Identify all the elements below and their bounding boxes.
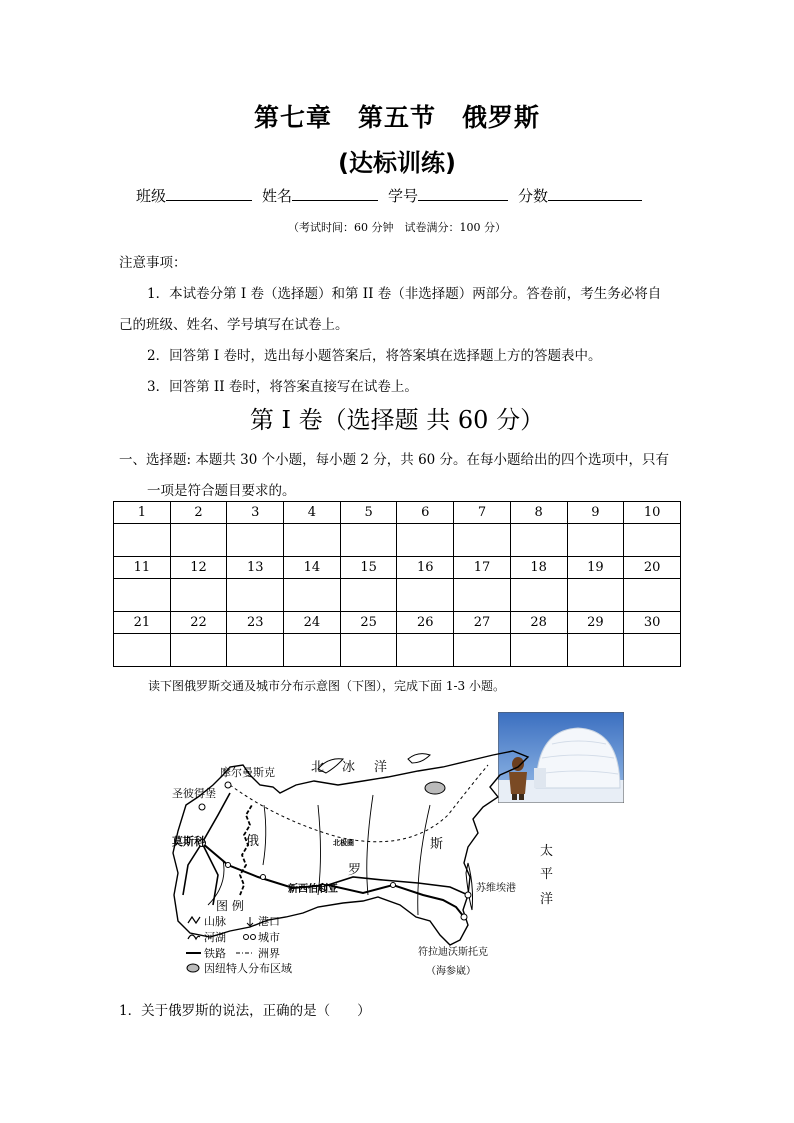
page-subtitle: (达标训练) — [338, 149, 456, 177]
answer-cell[interactable] — [227, 524, 284, 557]
name-label: 姓名 — [262, 187, 293, 205]
reading-prompt: 读下图俄罗斯交通及城市分布示意图（下图），完成下面 1-3 小题。 — [148, 679, 505, 693]
answer-cell[interactable] — [284, 579, 341, 612]
score-label: 分数 — [518, 187, 549, 205]
answer-cell[interactable] — [340, 634, 397, 667]
answer-cell[interactable] — [397, 579, 454, 612]
legend-port: 港口 — [258, 915, 280, 928]
label-pacific-2: 平 — [540, 867, 554, 882]
page-title: 第七章 第五节 俄罗斯 — [253, 103, 540, 132]
label-russia-1: 俄 — [246, 834, 260, 849]
answer-blank-row — [114, 579, 681, 612]
question-number-cell: 12 — [170, 557, 227, 579]
exam-info: （考试时间：60 分钟 试卷满分：100 分） — [288, 221, 506, 234]
answer-cell[interactable] — [114, 579, 171, 612]
student-info-line — [136, 185, 652, 206]
question-number-cell: 5 — [340, 502, 397, 524]
student-id-label: 学号 — [388, 187, 419, 205]
class-label: 班级 — [136, 187, 167, 205]
legend-city: 城市 — [258, 931, 280, 944]
label-russia-3: 斯 — [430, 837, 444, 852]
ural-mountains — [240, 805, 252, 895]
answer-cell[interactable] — [624, 524, 681, 557]
notice-line-1b: 己的班级、姓名、学号填写在试卷上。 — [119, 317, 349, 333]
answer-cell[interactable] — [510, 524, 567, 557]
label-stpetersburg: 圣彼得堡 — [172, 787, 216, 800]
answer-cell[interactable] — [170, 634, 227, 667]
answer-cell[interactable] — [170, 524, 227, 557]
question-number-cell: 29 — [567, 612, 624, 634]
label-arctic-ocean-1: 北 — [311, 760, 325, 775]
question-number-cell: 16 — [397, 557, 454, 579]
notice-line-3: 3．回答第 II 卷时，将答案直接写在试卷上。 — [147, 379, 418, 395]
class-blank[interactable] — [166, 186, 252, 201]
answer-number-row — [114, 502, 681, 524]
question-number-cell: 19 — [567, 557, 624, 579]
answer-cell[interactable] — [454, 634, 511, 667]
label-arctic-ocean-2: 冰 — [342, 760, 356, 775]
student-id-blank[interactable] — [418, 186, 508, 201]
answer-cell[interactable] — [170, 579, 227, 612]
name-blank[interactable] — [292, 186, 378, 201]
legend-mountain: 山脉 — [204, 915, 226, 928]
question-number-cell: 3 — [227, 502, 284, 524]
answer-cell[interactable] — [567, 524, 624, 557]
answer-table — [113, 501, 681, 667]
answer-cell[interactable] — [624, 634, 681, 667]
map-legend — [186, 898, 292, 975]
label-haishenwai: （海参崴） — [426, 966, 476, 977]
label-arctic-circle: 北极圈 — [333, 839, 354, 847]
answer-cell[interactable] — [114, 634, 171, 667]
question-number-cell: 25 — [340, 612, 397, 634]
answer-blank-row — [114, 524, 681, 557]
answer-blank-row — [114, 634, 681, 667]
question-number-cell: 30 — [624, 612, 681, 634]
russia-outline — [173, 751, 528, 945]
question-number-cell: 15 — [340, 557, 397, 579]
legend-inuit: 因纽特人分布区域 — [204, 962, 292, 975]
question-number-cell: 13 — [227, 557, 284, 579]
answer-cell[interactable] — [227, 634, 284, 667]
answer-cell[interactable] — [284, 524, 341, 557]
answer-number-row — [114, 612, 681, 634]
question-number-cell: 8 — [510, 502, 567, 524]
answer-cell[interactable] — [454, 524, 511, 557]
answer-cell[interactable] — [510, 579, 567, 612]
question-number-cell: 23 — [227, 612, 284, 634]
answer-cell[interactable] — [114, 524, 171, 557]
score-blank[interactable] — [548, 186, 642, 201]
answer-cell[interactable] — [567, 579, 624, 612]
question-number-cell: 21 — [114, 612, 171, 634]
question-number-cell: 2 — [170, 502, 227, 524]
label-moscow: 莫斯科 — [172, 835, 205, 848]
question-number-cell: 9 — [567, 502, 624, 524]
legend-river: 河湖 — [204, 931, 226, 944]
question-number-cell: 10 — [624, 502, 681, 524]
question-number-cell: 11 — [114, 557, 171, 579]
section-instruction-2: 一项是符合题目要求的。 — [147, 483, 296, 499]
label-russia-2: 罗 — [348, 863, 362, 878]
legend-railway: 铁路 — [204, 947, 226, 960]
question-number-cell: 1 — [114, 502, 171, 524]
answer-cell[interactable] — [567, 634, 624, 667]
label-murmansk: 摩尔曼斯克 — [220, 766, 275, 779]
section-instruction-1: 一、选择题: 本题共 30 个小题，每小题 2 分，共 60 分。在每小题给出的四个选项中，只有 — [119, 452, 670, 468]
notice-line-1a: 1．本试卷分第 I 卷（选择题）和第 II 卷（非选择题）两部分。答卷前，考生务必将自 — [147, 286, 662, 302]
question-number-cell: 22 — [170, 612, 227, 634]
legend-boundary: 洲界 — [258, 947, 280, 960]
question-number-cell: 6 — [397, 502, 454, 524]
question-number-cell: 20 — [624, 557, 681, 579]
label-pacific-1: 太 — [540, 844, 554, 859]
label-arctic-ocean-3: 洋 — [374, 760, 388, 775]
label-sovgavan: 苏维埃港 — [476, 883, 516, 894]
answer-cell[interactable] — [227, 579, 284, 612]
russia-map — [168, 745, 558, 980]
question-number-cell: 18 — [510, 557, 567, 579]
answer-cell[interactable] — [397, 524, 454, 557]
answer-cell[interactable] — [397, 634, 454, 667]
question-number-cell: 26 — [397, 612, 454, 634]
label-vladivostok: 符拉迪沃斯托克 — [418, 947, 488, 958]
question-number-cell: 27 — [454, 612, 511, 634]
question-number-cell: 14 — [284, 557, 341, 579]
legend-title: 图 例 — [216, 899, 244, 913]
label-pacific-3: 洋 — [540, 892, 554, 907]
question-number-cell: 28 — [510, 612, 567, 634]
answer-cell[interactable] — [340, 524, 397, 557]
notice-heading: 注意事项： — [119, 255, 187, 271]
question-1: 1．关于俄罗斯的说法，正确的是（ ） — [119, 1003, 371, 1019]
question-number-cell: 17 — [454, 557, 511, 579]
answer-cell[interactable] — [284, 634, 341, 667]
answer-number-row — [114, 557, 681, 579]
inuit-area — [425, 782, 445, 794]
label-novosibirsk: 新西伯利亚 — [288, 884, 338, 895]
question-number-cell: 24 — [284, 612, 341, 634]
question-number-cell: 7 — [454, 502, 511, 524]
question-number-cell: 4 — [284, 502, 341, 524]
section-title: 第 I 卷（选择题 共 60 分） — [249, 406, 545, 434]
answer-cell[interactable] — [510, 634, 567, 667]
answer-cell[interactable] — [624, 579, 681, 612]
answer-cell[interactable] — [454, 579, 511, 612]
answer-cell[interactable] — [340, 579, 397, 612]
notice-line-2: 2．回答第 I 卷时，选出每小题答案后，将答案填在选择题上方的答题表中。 — [147, 348, 602, 364]
